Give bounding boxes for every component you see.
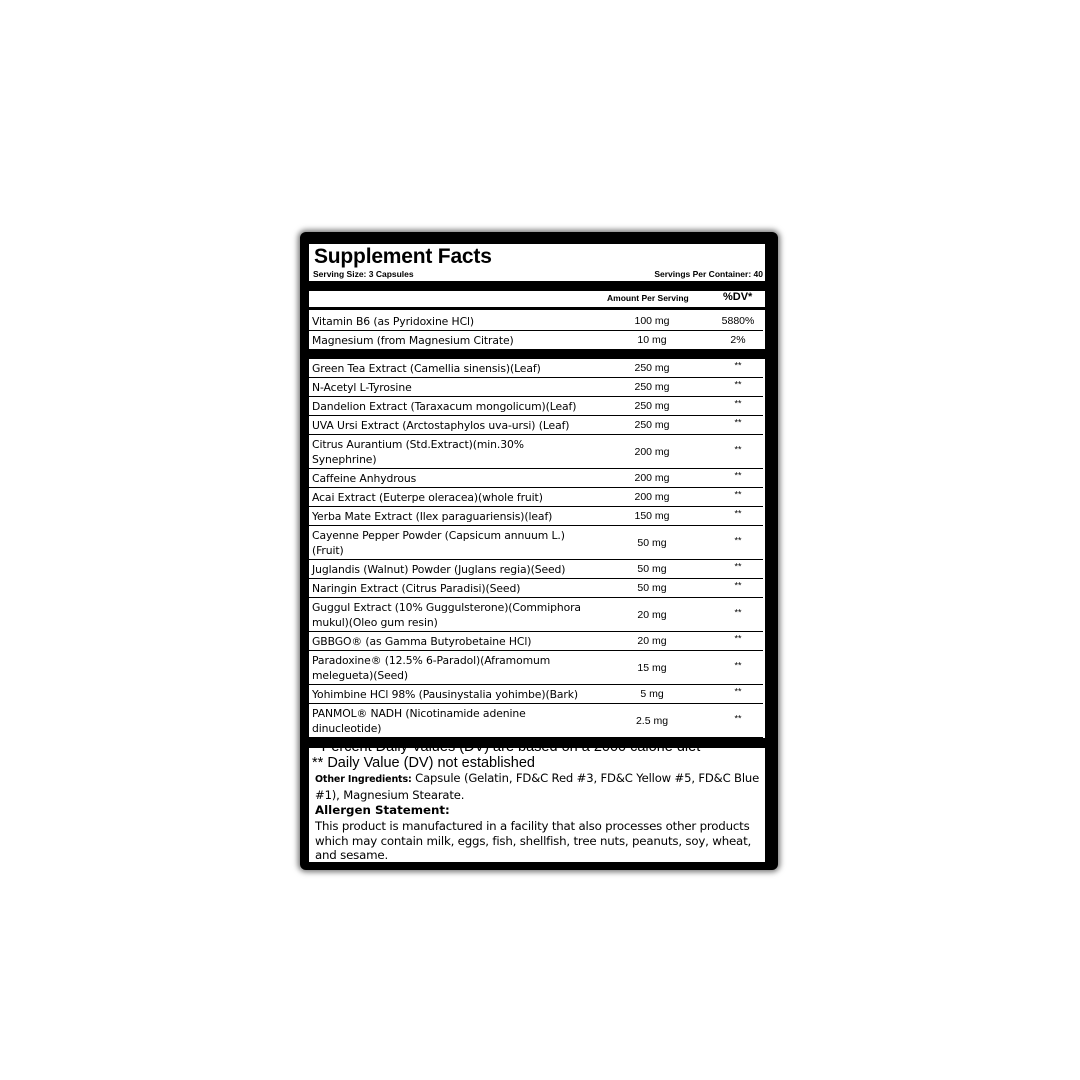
ingredient-dv: 2%: [730, 333, 746, 346]
ingredient-dv: **: [734, 713, 742, 723]
ingredient-dv: **: [734, 417, 742, 428]
other-ingredients-text: Capsule (Gelatin, FD&C Red #3, FD&C Yellow #5, FD&C Blue #1), Magnesium Stearate.: [315, 771, 760, 802]
header-divider: [309, 281, 765, 291]
allergen-statement: This product is manufactured in a facility that also processes other products which may contain milk, eggs, fish, shellfish, tree nuts, peanuts, soy, wheat, and sesame.: [315, 819, 752, 862]
ingredient-name: GBBGO® (as Gamma Butyrobetaine HCl): [312, 635, 532, 648]
ingredient-name: UVA Ursi Extract (Arctostaphylos uva-ursi) (Leaf): [312, 419, 570, 432]
ingredient-dv: **: [734, 470, 742, 481]
ingredient-amount: 100 mg: [634, 315, 670, 327]
supplement-facts-panel: [309, 244, 765, 862]
not-established-footnote: ** Daily Value (DV) not established: [312, 755, 535, 771]
ingredient-dv: **: [734, 444, 742, 454]
ingredient-dv: **: [734, 508, 742, 519]
table-row: [309, 378, 763, 397]
ingredient-amount: 50 mg: [637, 536, 667, 549]
ingredient-amount: 15 mg: [637, 661, 667, 674]
table-row: [309, 435, 763, 469]
table-row: [309, 488, 763, 507]
ingredient-amount: 50 mg: [637, 582, 667, 594]
ingredient-name: Yohimbine HCl 98% (Pausinystalia yohimbe)(Bark): [312, 688, 578, 701]
ingredient-amount: 2.5 mg: [635, 714, 669, 727]
table-row: [309, 651, 763, 685]
ingredient-dv: **: [734, 489, 742, 500]
table-row: [309, 685, 763, 704]
table-row: [309, 632, 763, 651]
vitamin-rows: [309, 312, 765, 350]
ingredient-dv: **: [734, 580, 742, 591]
servings-per-container: Servings Per Container: 40: [654, 269, 763, 279]
ingredient-name: Green Tea Extract (Camellia sinensis)(Leaf): [312, 362, 541, 375]
table-row: [309, 469, 763, 488]
ingredient-name: Caffeine Anhydrous: [312, 472, 417, 485]
other-ingredients: [315, 771, 762, 802]
ingredient-amount: 200 mg: [634, 472, 670, 484]
ingredient-amount: 5 mg: [640, 688, 664, 700]
table-row: [309, 704, 763, 738]
ingredient-amount: 50 mg: [637, 563, 667, 575]
ingredient-name: Naringin Extract (Citrus Paradisi)(Seed): [312, 582, 521, 595]
ingredient-dv: **: [734, 360, 742, 371]
ingredient-amount: 200 mg: [634, 445, 670, 458]
panel-title: Supplement Facts: [314, 245, 492, 268]
ingredient-dv: **: [734, 660, 742, 670]
ingredient-name: Paradoxine® (12.5% 6-Paradol)(Aframomum melegueta)(Seed): [312, 654, 551, 682]
ingredient-dv: 5880%: [721, 314, 755, 327]
table-row: [309, 598, 763, 632]
ingredient-name: Yerba Mate Extract (Ilex paraguariensis)(leaf): [312, 510, 553, 523]
table-row: [309, 526, 763, 560]
dv-footnote: * Percent Daily Values (DV) are based on a 2000 calorie diet: [312, 739, 701, 755]
section-divider: [309, 349, 765, 359]
ingredient-dv: **: [734, 686, 742, 697]
table-row: [309, 312, 763, 331]
ingredient-amount: 10 mg: [637, 334, 667, 346]
ingredient-dv: **: [734, 535, 742, 545]
ingredient-name: Acai Extract (Euterpe oleracea)(whole fruit): [312, 491, 543, 504]
ingredient-amount: 250 mg: [634, 362, 670, 374]
ingredient-dv: **: [734, 379, 742, 390]
ingredient-rows: [309, 359, 765, 738]
ingredient-name: Juglandis (Walnut) Powder (Juglans regia)(Seed): [312, 563, 566, 576]
ingredient-amount: 250 mg: [634, 419, 670, 431]
ingredient-amount: 20 mg: [637, 608, 667, 621]
ingredient-name: Dandelion Extract (Taraxacum mongolicum)(Leaf): [312, 400, 577, 413]
ingredient-amount: 250 mg: [634, 381, 670, 393]
table-row: [309, 359, 763, 378]
ingredient-amount: 200 mg: [634, 491, 670, 503]
column-header-divider: [309, 307, 765, 310]
table-row: [309, 560, 763, 579]
ingredient-name: Guggul Extract (10% Guggulsterone)(Commiphora mukul)(Oleo gum resin): [312, 601, 581, 629]
amount-header: Amount Per Serving: [607, 293, 689, 303]
other-ingredients-label: Other Ingredients:: [315, 774, 412, 785]
table-row: [309, 416, 763, 435]
ingredient-name: Citrus Aurantium (Std.Extract)(min.30% Synephrine): [312, 438, 524, 466]
ingredient-amount: 250 mg: [634, 400, 670, 412]
table-row: [309, 397, 763, 416]
dv-header: %DV*: [723, 291, 753, 303]
ingredient-name: PANMOL® NADH (Nicotinamide adenine dinucleotide): [312, 707, 526, 735]
ingredient-amount: 20 mg: [637, 635, 667, 647]
table-row: [309, 331, 763, 350]
ingredient-name: Cayenne Pepper Powder (Capsicum annuum L.)(Fruit): [312, 529, 565, 557]
nutrient-table: [309, 312, 765, 748]
ingredient-dv: **: [734, 633, 742, 644]
footnotes: [312, 739, 762, 863]
table-row: [309, 507, 763, 526]
ingredient-name: Vitamin B6 (as Pyridoxine HCl): [312, 315, 475, 328]
ingredient-dv: **: [734, 398, 742, 409]
ingredient-dv: **: [734, 607, 742, 617]
ingredient-amount: 150 mg: [634, 510, 670, 522]
table-row: [309, 579, 763, 598]
ingredient-dv: **: [734, 561, 742, 572]
ingredient-name: Magnesium (from Magnesium Citrate): [312, 334, 514, 347]
allergen-heading: Allergen Statement:: [315, 803, 450, 817]
serving-size: Serving Size: 3 Capsules: [313, 269, 414, 279]
ingredient-name: N-Acetyl L-Tyrosine: [312, 381, 412, 394]
